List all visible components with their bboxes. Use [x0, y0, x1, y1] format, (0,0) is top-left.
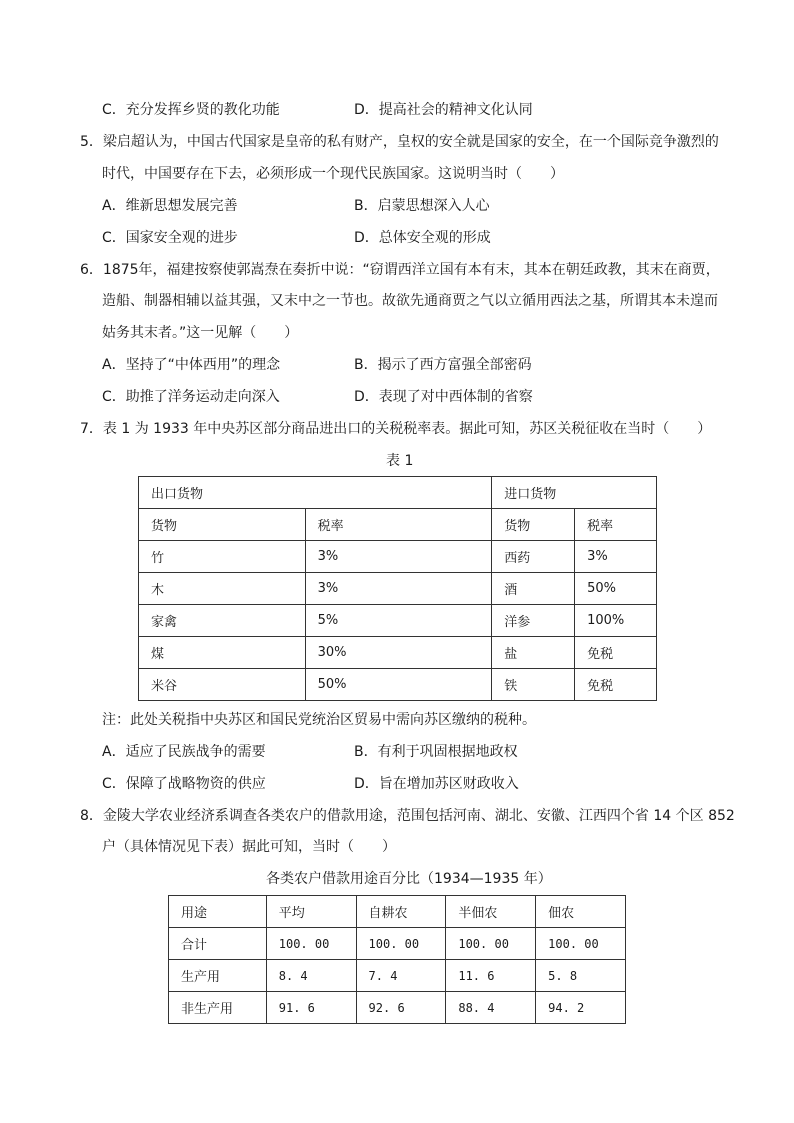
q7-tariff-table [138, 476, 657, 701]
q7-note: 注：此处关税指中央苏区和国民党统治区贸易中需向苏区缴纳的税种。 [102, 712, 536, 728]
q7-table-title: 表 1 [386, 453, 414, 469]
q4-option-c: C．充分发挥乡贤的教化功能 [102, 102, 280, 118]
row-label: 合计 [169, 928, 267, 960]
import-good: 酒 [492, 573, 575, 605]
table-header-row [169, 896, 626, 928]
table-row [139, 541, 657, 573]
q6-option-b: B．揭示了西方富强全部密码 [354, 357, 532, 373]
table-row [139, 637, 657, 669]
cell-value: 5. 8 [536, 960, 626, 992]
q5-option-c: C．国家安全观的进步 [102, 230, 238, 246]
q8-loan-table [168, 895, 626, 1024]
q8-stem-line2: 户（具体情况见下表）据此可知，当时（ ） [102, 839, 396, 855]
col-goods-export: 货物 [139, 509, 306, 541]
import-rate: 免税 [575, 637, 657, 669]
q6-option-d: D．表现了对中西体制的省察 [354, 389, 533, 405]
q6-option-c: C．助推了洋务运动走向深入 [102, 389, 280, 405]
table-row [169, 960, 626, 992]
export-rate: 3% [305, 573, 492, 605]
table-row [169, 928, 626, 960]
cell-value: 100. 00 [446, 928, 536, 960]
q8-stem-line1: 8．金陵大学农业经济系调查各类农户的借款用途，范围包括河南、湖北、安徽、江西四个省 14 个区 852 [80, 808, 735, 824]
q6-option-a: A．坚持了“中体西用”的理念 [102, 357, 281, 373]
col-purpose: 用途 [169, 896, 267, 928]
table-row [139, 573, 657, 605]
q8-table-title: 各类农户借款用途百分比（1934—1935 年） [266, 871, 552, 887]
q7-stem-line1: 7．表 1 为 1933 年中央苏区部分商品进出口的关税税率表。据此可知，苏区关税征收在当时（ ） [80, 421, 712, 437]
table-row [169, 992, 626, 1024]
cell-value: 92. 6 [356, 992, 446, 1024]
q7-option-b: B．有利于巩固根据地政权 [354, 744, 518, 760]
table-row [139, 669, 657, 701]
import-rate: 3% [575, 541, 657, 573]
import-rate: 100% [575, 605, 657, 637]
cell-value: 7. 4 [356, 960, 446, 992]
export-rate: 30% [305, 637, 492, 669]
export-good: 家禽 [139, 605, 306, 637]
col-tenant: 佃农 [536, 896, 626, 928]
export-good: 竹 [139, 541, 306, 573]
col-owner-farmer: 自耕农 [356, 896, 446, 928]
export-rate: 5% [305, 605, 492, 637]
table-row [139, 605, 657, 637]
q5-option-d: D．总体安全观的形成 [354, 230, 491, 246]
q7-option-d: D．旨在增加苏区财政收入 [354, 776, 519, 792]
export-good: 煤 [139, 637, 306, 669]
col-goods-import: 货物 [492, 509, 575, 541]
col-average: 平均 [266, 896, 356, 928]
q7-option-a: A．适应了民族战争的需要 [102, 744, 266, 760]
import-header: 进口货物 [492, 477, 657, 509]
q4-option-d: D．提高社会的精神文化认同 [354, 102, 533, 118]
import-good: 西药 [492, 541, 575, 573]
import-good: 盐 [492, 637, 575, 669]
q6-stem-line1: 6．1875年，福建按察使郭嵩焘在奏折中说：“窃谓西洋立国有本有末，其本在朝廷政教，其末在商贾， [80, 262, 720, 278]
q5-stem-line2: 时代，中国要存在下去，必须形成一个现代民族国家。这说明当时（ ） [102, 166, 564, 182]
row-label: 非生产用 [169, 992, 267, 1024]
q5-option-b: B．启蒙思想深入人心 [354, 198, 490, 214]
import-rate: 免税 [575, 669, 657, 701]
export-header: 出口货物 [139, 477, 492, 509]
import-good: 铁 [492, 669, 575, 701]
cell-value: 94. 2 [536, 992, 626, 1024]
cell-value: 8. 4 [266, 960, 356, 992]
cell-value: 91. 6 [266, 992, 356, 1024]
col-rate-export: 税率 [305, 509, 492, 541]
q5-stem-line1: 5．梁启超认为，中国古代国家是皇帝的私有财产，皇权的安全就是国家的安全，在一个国际竞争激烈的 [80, 134, 719, 150]
q5-option-a: A．维新思想发展完善 [102, 198, 238, 214]
export-rate: 50% [305, 669, 492, 701]
import-good: 洋参 [492, 605, 575, 637]
q6-stem-line2: 造船、制器相辅以益其强，又末中之一节也。故欲先通商贾之气以立循用西法之基，所谓其本未遑而 [102, 293, 718, 309]
cell-value: 11. 6 [446, 960, 536, 992]
import-rate: 50% [575, 573, 657, 605]
q6-stem-line3: 姑务其末者。”这一见解（ ） [102, 325, 299, 341]
export-rate: 3% [305, 541, 492, 573]
col-rate-import: 税率 [575, 509, 657, 541]
cell-value: 100. 00 [356, 928, 446, 960]
col-semi-tenant: 半佃农 [446, 896, 536, 928]
cell-value: 100. 00 [536, 928, 626, 960]
cell-value: 100. 00 [266, 928, 356, 960]
cell-value: 88. 4 [446, 992, 536, 1024]
export-good: 木 [139, 573, 306, 605]
q7-option-c: C．保障了战略物资的供应 [102, 776, 266, 792]
row-label: 生产用 [169, 960, 267, 992]
export-good: 米谷 [139, 669, 306, 701]
